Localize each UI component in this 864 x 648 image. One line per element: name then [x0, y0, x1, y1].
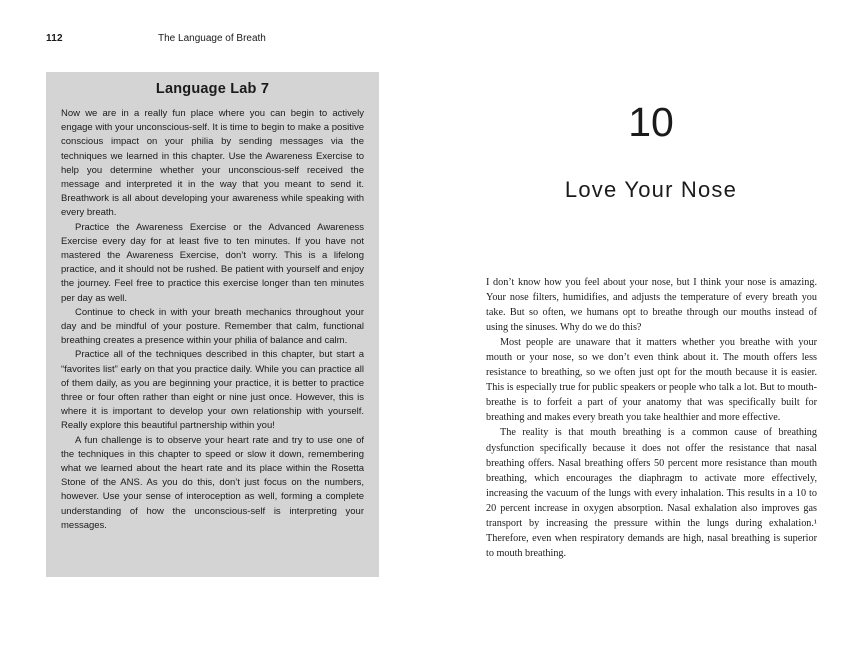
chapter-body: [486, 275, 817, 561]
running-head: The Language of Breath: [158, 33, 266, 44]
body-paragraph: The reality is that mouth breathing is a common cause of breathing dysfunction specifically because it does not offer the resistance that nasal breathing offers. Nasal breathing offers 50 percent more resistance than mouth breathing, which encourages the diaphragm to activate more effectively, increasing the vacuum of the lungs with every inhalation. This results in a 10 to 20 percent increase in oxygen absorption. Nasal exhalation also improves gas transport by increasing the pressure within the lungs during exhalation.¹ Therefore, even when respiratory demands are high, nasal breathing is superior to mouth breathing.: [486, 427, 817, 559]
chapter-title: Love Your Nose: [564, 177, 738, 202]
chapter-number: 10: [628, 99, 674, 145]
lab-paragraph: A fun challenge is to observe your heart rate and try to use one of the techniques in this chapter to speed or slow it down, remembering what we learned about the heart rate and its place within the Rosetta Stone of the ANS. As you do this, don’t just focus on the numbers, however. Use your sense of interoception as well, forming a complete understanding of how the unconscious-self is interpreting your messages.: [61, 434, 364, 531]
language-lab-title: Language Lab 7: [155, 81, 270, 97]
lab-paragraph: Now we are in a really fun place where you can begin to actively engage with your unconscious-self. It is time to begin to make a positive conscious impact on your philia by sending messages via the techniques we learned in this chapter. Use the Awareness Exercise to help you determine whether your unconscious-self received the message and interpreted it in the way that you meant to send it. Breathwork is all about developing your awareness while speaking with every breath.: [61, 108, 364, 219]
body-paragraph: I don’t know how you feel about your nose, but I think your nose is amazing. Your nose filters, humidifies, and adjusts the temperature of every breath you take. But so often, we humans opt to breathe through our mouths instead of using the sinuses. Why do we do this?: [486, 277, 817, 334]
lab-paragraph: Continue to check in with your breath mechanics throughout your day and be mindful of your posture. Remember that calm, functional breathing creates a presence within your philia of balance and calm.: [61, 306, 364, 347]
lab-paragraph: Practice all of the techniques described in this chapter, but start a “favorites list” early on that you practice daily. While you can practice all of them daily, as you are beginning your practice, it is better to practice three or four often rather than eight or nine just once. However, this is where it is important to develop your own relationship with yourself. Really explore this beautiful partnership within you!: [61, 349, 364, 432]
body-paragraph: Most people are unaware that it matters whether you breathe with your mouth or your nose, so we don’t even think about it. The mouth offers less resistance to breathing, so we often just opt for the mouth because it is easier. This is especially true for public speakers or people who talk a lot. But to mouth-breathe is to forfeit a part of your anatomy that was specifically built for breathing and makes every breath you take healthier and more effective.: [486, 337, 817, 424]
lab-paragraph: Practice the Awareness Exercise or the Advanced Awareness Exercise every day for at least five to ten minutes. If you have not mastered the Awareness Exercise, don’t worry. This is a lifelong practice, and it should not be rushed. Be patient with yourself and enjoy the journey. Feel free to practice this exercise longer than ten minutes per day as well.: [61, 221, 364, 304]
language-lab-sidebar: [46, 72, 379, 577]
page-number: 112: [46, 33, 63, 44]
